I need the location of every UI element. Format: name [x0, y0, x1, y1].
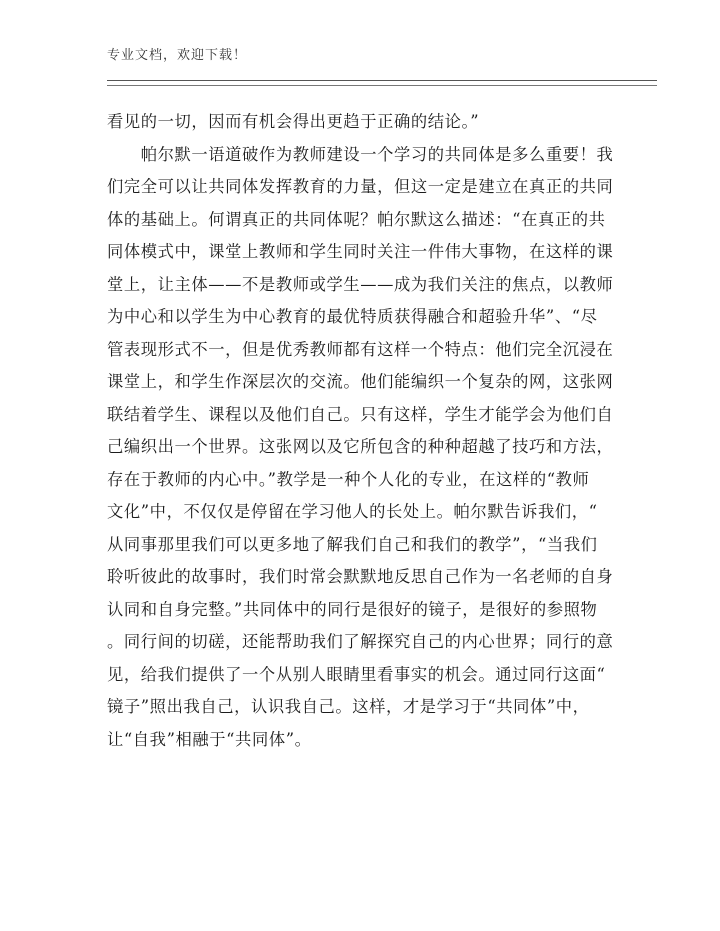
document-body — [107, 110, 627, 760]
text-line: 镜子”照出我自己，认识我自己。这样，才是学习于“共同体”中， — [107, 697, 590, 716]
text-line: 从同事那里我们可以更多地了解我们自己和我们的教学”，“当我们 — [107, 534, 598, 554]
text-line: 体的基础上。何谓真正的共同体呢？帕尔默这么描述：“在真正的共 — [107, 209, 606, 229]
text-line: 见，给我们提供了一个从别人眼睛里看事实的机会。通过同行这面“ — [107, 664, 606, 684]
header-rule-thin — [107, 85, 657, 86]
text-line: 同体模式中，课堂上教师和学生同时关注一件伟大事物，在这样的课 — [107, 242, 614, 261]
text-line: 聆听彼此的故事时，我们时常会默默地反思自己作为一名老师的自身 — [107, 567, 614, 586]
text-line: 文化”中，不仅仅是停留在学习他人的长处上。帕尔默告诉我们，“ — [107, 502, 598, 521]
text-line: 管表现形式不一，但是优秀教师都有这样一个特点：他们完全沉浸在 — [107, 339, 614, 359]
text-line: 认同和自身完整。”共同体中的同行是很好的镜子，是很好的参照物 — [107, 599, 598, 619]
text-line: 们完全可以让共同体发挥教育的力量，但这一定是建立在真正的共同 — [107, 177, 614, 196]
text-line: 课堂上，和学生作深层次的交流。他们能编织一个复杂的网，这张网 — [107, 372, 614, 391]
text-line: 看见的一切，因而有机会得出更趋于正确的结论。” — [107, 112, 480, 131]
page-header: 专业文档，欢迎下载！ — [107, 48, 248, 63]
text-line: 。同行间的切磋，还能帮助我们了解探究自己的内心世界；同行的意 — [107, 632, 614, 651]
text-line: 帕尔默一语道破作为教师建设一个学习的共同体是多么重要！我 — [107, 144, 614, 164]
text-line: 存在于教师的内心中。”教学是一种个人化的专业，在这样的“教师 — [107, 469, 590, 489]
header-rule-thick — [107, 80, 657, 81]
text-line: 己编织出一个世界。这张网以及它所包含的种种超越了技巧和方法， — [107, 437, 614, 456]
text-line: 联结着学生、课程以及他们自己。只有这样，学生才能学会为他们自 — [107, 404, 614, 424]
text-line: 为中心和以学生为中心教育的最优特质获得融合和超验升华”、“尽 — [107, 307, 598, 326]
text-line: 堂上，让主体——不是教师或学生——成为我们关注的焦点，以教师 — [107, 274, 614, 294]
text-line: 让“自我”相融于“共同体”。 — [107, 729, 312, 749]
